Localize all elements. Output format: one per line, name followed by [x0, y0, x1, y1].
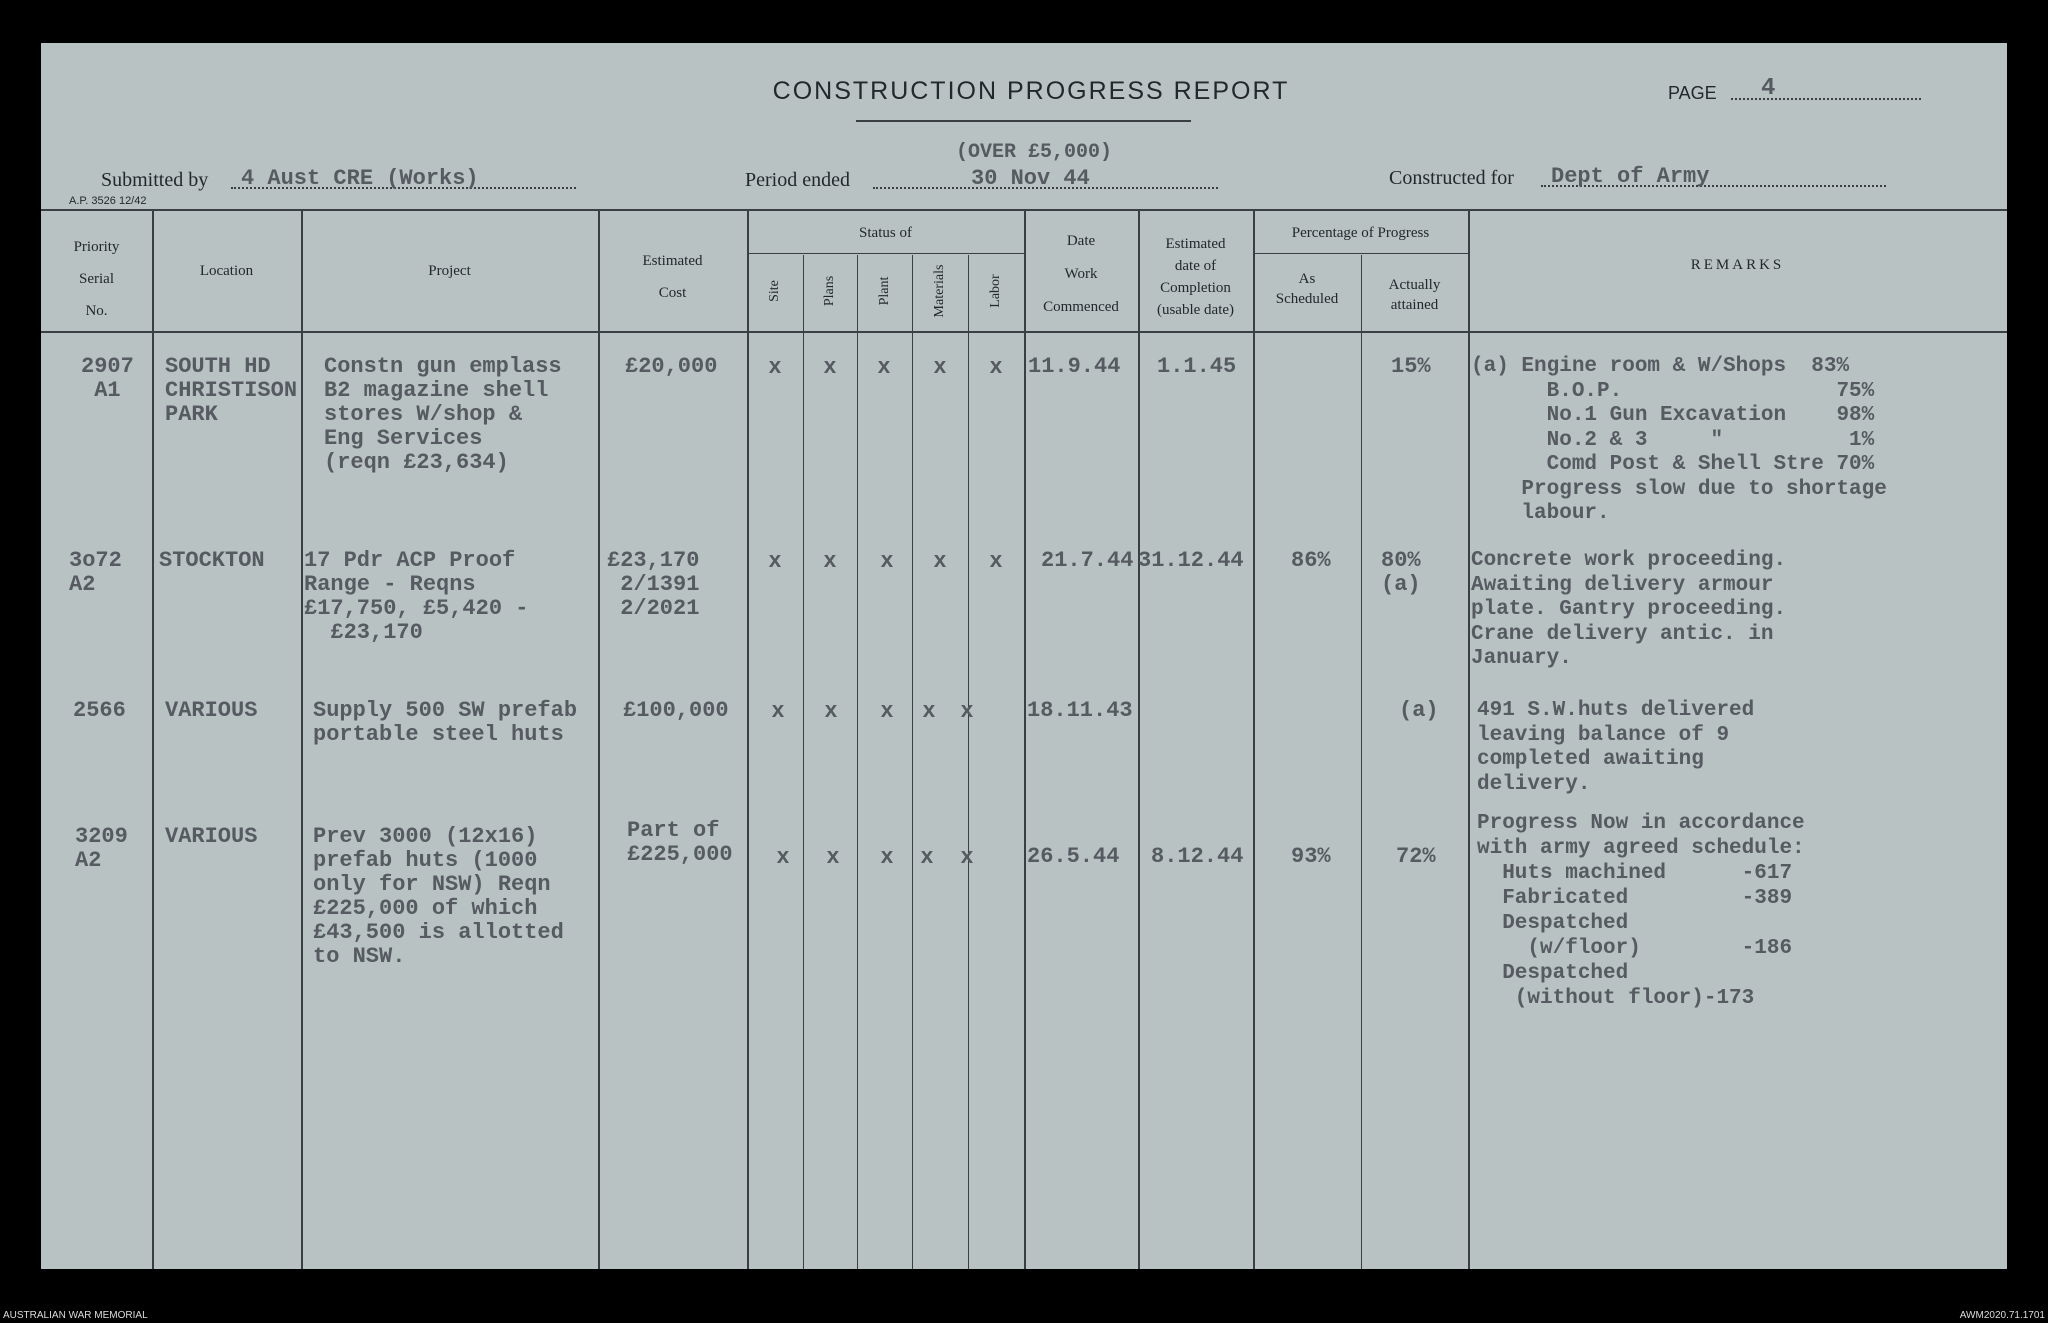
row-remarks: (a) Engine room & W/Shops 83% B.O.P. 75% No.1 Gun Excavation 98% No.2 & 3 " 1% Comd Post & Shell Stre 70% Progress slow due to shortage labour. [1471, 355, 1887, 525]
col-plans: Plans [822, 275, 837, 307]
row-completion: 1.1.45 [1157, 354, 1237, 379]
row-completion: 8.12.44 [1151, 844, 1244, 869]
col-percentage: Percentage of Progress [1291, 225, 1430, 241]
row-mark-materials: x [920, 845, 934, 870]
submitted-by-value: 4 Aust CRE (Works) [241, 166, 479, 191]
footer-left: AUSTRALIAN WAR MEMORIAL [3, 1310, 148, 1321]
row-mark-materials: x [933, 355, 947, 380]
row-mark-materials: x [933, 549, 947, 574]
row-mark-labor: x [960, 845, 974, 870]
row-location: VARIOUS [165, 824, 258, 849]
row-mark-materials: x [922, 699, 936, 724]
col-date-commenced: Date Work Commenced [1043, 233, 1119, 315]
col-site: Site [767, 280, 782, 302]
row-location: STOCKTON [159, 548, 265, 573]
row-cost: £23,170 2/1391 2/2021 [607, 548, 700, 621]
row-mark-site: x [768, 355, 782, 380]
col-priority: Priority Serial No. [73, 239, 120, 319]
row-mark-plant: x [880, 549, 894, 574]
row-commenced: 21.7.44 [1041, 548, 1134, 573]
row-mark-plans: x [823, 355, 837, 380]
row-serial: 2907 A1 [81, 354, 134, 403]
col-actually-attained: Actually attained [1388, 277, 1441, 313]
period-value: 30 Nov 44 [971, 166, 1090, 191]
row-remarks: Concrete work proceeding. Awaiting delivery armour plate. Gantry proceeding. Crane delivery antic. in January. [1471, 549, 1787, 670]
over-note: (OVER £5,000) [956, 141, 1113, 164]
row-mark-labor: x [989, 355, 1003, 380]
row-mark-site: x [771, 699, 785, 724]
page-label: PAGE [1668, 83, 1717, 103]
row-attained: 72% [1396, 844, 1436, 869]
row-commenced: 26.5.44 [1027, 844, 1120, 869]
col-as-scheduled: As Scheduled [1275, 271, 1339, 307]
row-project: Prev 3000 (12x16) prefab huts (1000 only for NSW) Reqn £225,000 of which £43,500 is allotted to NSW. [313, 824, 564, 969]
form-code: A.P. 3526 12/42 [69, 195, 147, 207]
row-serial: 3209 A2 [75, 824, 128, 873]
col-cost: Estimated Cost [642, 253, 703, 301]
row-serial: 2566 [73, 698, 126, 723]
row-attained: 15% [1391, 354, 1431, 379]
document-page [41, 43, 2007, 1269]
row-cost: Part of £225,000 [627, 818, 733, 867]
row-cost: £20,000 [625, 354, 718, 379]
row-attained: (a) [1399, 698, 1439, 723]
footer-right: AWM2020.71.1701 [1959, 1310, 2045, 1321]
page-number: 4 [1761, 75, 1776, 102]
report-title: CONSTRUCTION PROGRESS REPORT [772, 77, 1290, 105]
row-completion: 31.12.44 [1138, 548, 1244, 573]
col-materials: Materials [932, 264, 947, 318]
col-est-completion: Estimated date of Completion (usable date) [1156, 236, 1235, 318]
col-plant: Plant [877, 276, 892, 306]
row-mark-labor: x [989, 549, 1003, 574]
row-mark-plant: x [877, 355, 891, 380]
col-remarks: REMARKS [1690, 257, 1785, 273]
row-remarks: 491 S.W.huts delivered leaving balance of 9 completed awaiting delivery. [1477, 699, 1755, 796]
row-mark-plant: x [880, 845, 894, 870]
row-cost: £100,000 [623, 698, 729, 723]
row-remarks: Progress Now in accordance with army agreed schedule: Huts machined -617 Fabricated -389 Despatched (w/floor) -186 Despatched (without floor)-173 [1477, 812, 1805, 1010]
row-attained: 80% (a) [1381, 548, 1421, 597]
row-mark-plans: x [823, 549, 837, 574]
row-project: Supply 500 SW prefab portable steel huts [313, 698, 578, 747]
row-commenced: 18.11.43 [1027, 698, 1133, 723]
row-mark-plans: x [826, 845, 840, 870]
period-label: Period ended [745, 169, 850, 191]
row-scheduled: 93% [1291, 844, 1331, 869]
col-status-of: Status of [859, 225, 912, 241]
submitted-by-label: Submitted by [101, 169, 209, 191]
row-mark-site: x [776, 845, 790, 870]
row-commenced: 11.9.44 [1028, 354, 1121, 379]
row-location: VARIOUS [165, 698, 258, 723]
row-project: 17 Pdr ACP Proof Range - Reqns £17,750, £5,420 - £23,170 [304, 548, 529, 645]
row-location: SOUTH HD CHRISTISON PARK [165, 354, 298, 427]
row-mark-labor: x [960, 699, 974, 724]
col-labor: Labor [988, 274, 1003, 308]
row-mark-site: x [768, 549, 782, 574]
constructed-for-value: Dept of Army [1551, 164, 1710, 189]
row-project: Constn gun emplass B2 magazine shell stores W/shop & Eng Services (reqn £23,634) [324, 354, 562, 475]
col-project: Project [428, 263, 471, 279]
row-mark-plans: x [824, 699, 838, 724]
row-serial: 3o72 A2 [69, 548, 122, 597]
col-location: Location [199, 263, 254, 279]
row-scheduled: 86% [1291, 548, 1331, 573]
row-mark-plant: x [880, 699, 894, 724]
constructed-for-label: Constructed for [1389, 167, 1514, 189]
